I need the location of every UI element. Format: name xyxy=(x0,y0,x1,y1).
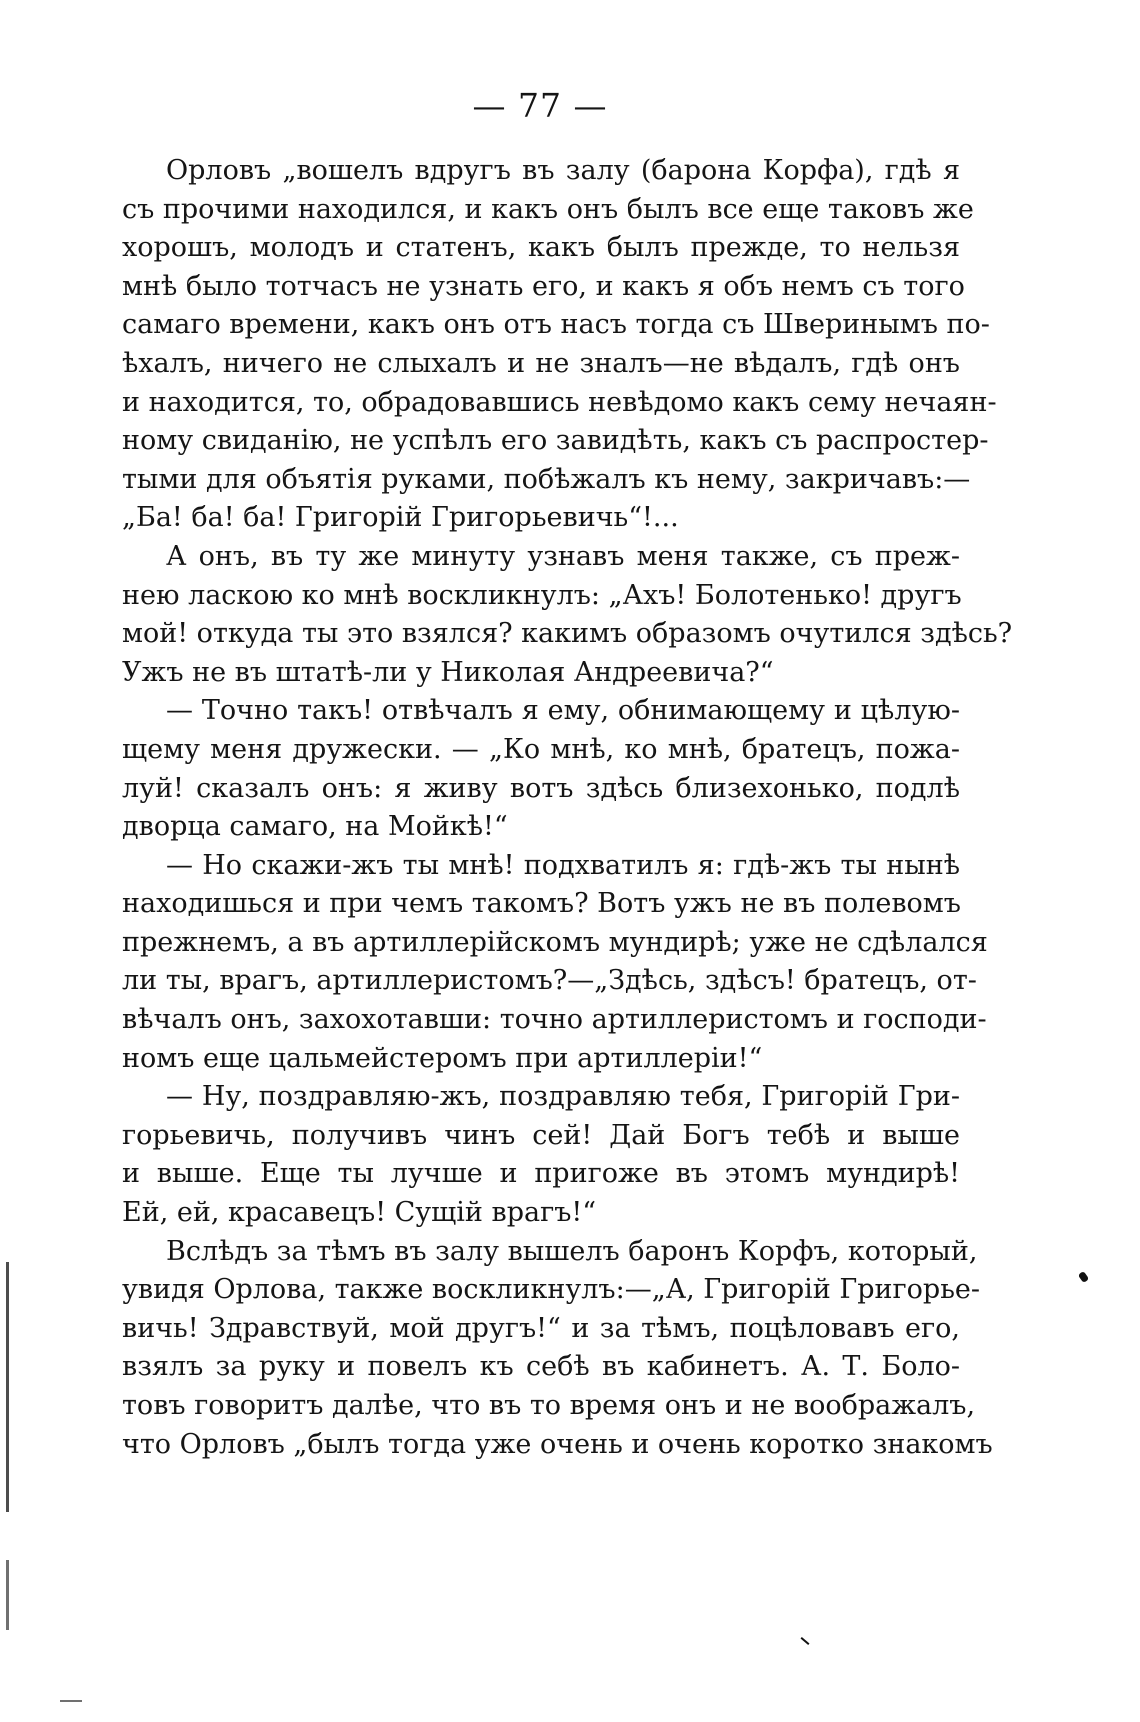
text-line: съ прочими находился, и какъ онъ былъ все еще таковъ же xyxy=(122,193,974,225)
text-line: товъ говоритъ далѣе, что въ то время онъ и не воображалъ, xyxy=(122,1390,976,1421)
text-line: дворца самаго, на Мойкѣ!“ xyxy=(122,811,508,843)
text-line: хорошъ, молодъ и статенъ, какъ былъ прежде, то нельзя xyxy=(122,232,960,264)
text-line: Орловъ „вошелъ вдругъ въ залу (барона Корфа), гдѣ я xyxy=(166,155,960,186)
text-line: находишься и при чемъ такомъ? Вотъ ужъ не въ полевомъ xyxy=(122,888,961,920)
body-text xyxy=(122,152,1013,1464)
paragraph xyxy=(122,1078,960,1232)
text-line: А онъ, въ ту же минуту узнавъ меня также, съ преж- xyxy=(166,540,960,572)
text-line: щему меня дружески. — „Ко мнѣ, ко мнѣ, братецъ, пожа- xyxy=(122,733,960,765)
text-line: ли ты, врагъ, артиллеристомъ?—„Здѣсь, здѣсъ! братецъ, от- xyxy=(122,965,977,997)
text-line: что Орловъ „былъ тогда уже очень и очень коротко знакомъ xyxy=(122,1428,993,1460)
text-line: вичь! Здравствуй, мой другъ!“ и за тѣмъ, поцѣловавъ его, xyxy=(122,1312,960,1344)
text-line: горьевичь, получивъ чинъ сей! Дай Богъ тебѣ и выше xyxy=(122,1119,960,1151)
scan-speck xyxy=(1078,1271,1089,1283)
text-line: — Точно такъ! отвѣчалъ я ему, обнимающему и цѣлую- xyxy=(166,695,960,727)
page-number: — 77 — xyxy=(472,86,608,125)
scan-speck xyxy=(60,1700,82,1702)
paragraph xyxy=(122,1233,993,1465)
text-line: мнѣ было тотчасъ не узнать его, и какъ я объ немъ съ того xyxy=(122,270,965,302)
text-line: луй! сказалъ онъ: я живу вотъ здѣсь близехонько, подлѣ xyxy=(122,772,960,804)
text-line: мой! откуда ты это взялся? какимъ образомъ очутился здѣсь? xyxy=(122,618,1013,650)
text-line: вѣчалъ онъ, захохотавши: точно артиллеристомъ и господи- xyxy=(122,1004,987,1036)
paragraph xyxy=(122,692,960,846)
text-line: „Ба! ба! ба! Григорій Григорьевичь“!... xyxy=(122,502,679,534)
scan-edge-mark xyxy=(6,1262,9,1512)
text-line: и находится, то, обрадовавшись невѣдомо какъ сему нечаян- xyxy=(122,386,997,418)
paragraph xyxy=(122,152,997,538)
text-line: увидя Орлова, также воскликнулъ:—„А, Григорій Григорье- xyxy=(122,1274,981,1306)
text-line: и выше. Еще ты лучше и пригоже въ этомъ мундирѣ! xyxy=(122,1158,960,1190)
text-line: ѣхалъ, ничего не слыхалъ и не зналъ—не вѣдалъ, гдѣ онъ xyxy=(122,347,960,379)
text-line: взялъ за руку и повелъ къ себѣ въ кабинетъ. А. Т. Боло- xyxy=(122,1351,960,1383)
text-line: Ужъ не въ штатѣ-ли у Николая Андреевича?“ xyxy=(122,656,774,688)
text-line: нею ласкою ко мнѣ воскликнулъ: „Ахъ! Болотенько! другъ xyxy=(122,579,962,611)
text-line: самаго времени, какъ онъ отъ насъ тогда съ Шверинымъ по- xyxy=(122,309,990,341)
text-line: — Но скажи-жъ ты мнѣ! подхватилъ я: гдѣ-жъ ты нынѣ xyxy=(166,849,960,881)
text-line: Ей, ей, красавецъ! Сущій врагъ!“ xyxy=(122,1197,597,1229)
text-line: прежнемъ, а въ артиллерійскомъ мундирѣ; уже не сдѣлался xyxy=(122,926,988,958)
text-line: — Ну, поздравляю-жъ, поздравляю тебя, Григорій Гри- xyxy=(166,1081,960,1113)
text-line: Вслѣдъ за тѣмъ въ залу вышелъ баронъ Корфъ, который, xyxy=(166,1235,978,1267)
scan-speck xyxy=(801,1637,810,1645)
text-line: тыми для объятія руками, побѣжалъ къ нему, закричавъ:— xyxy=(122,463,971,495)
text-line: номъ еще цальмейстеромъ при артиллеріи!“ xyxy=(122,1042,763,1074)
paragraph xyxy=(122,538,1013,692)
paragraph xyxy=(122,847,988,1079)
scan-edge-mark xyxy=(6,1560,9,1630)
text-line: ному свиданію, не успѣлъ его завидѣть, какъ съ распростер- xyxy=(122,425,989,457)
